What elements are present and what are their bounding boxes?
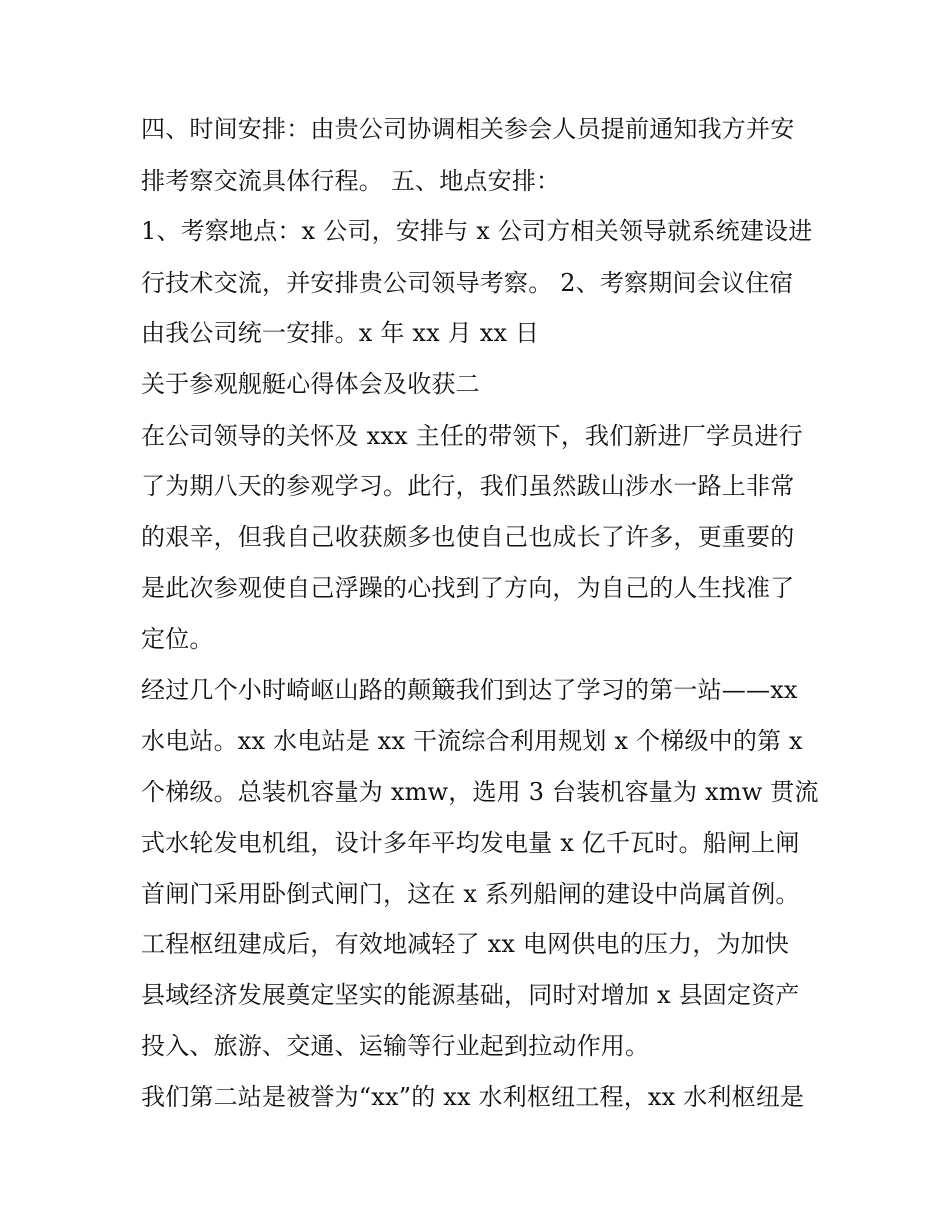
- text-line: 行技术交流，并安排贵公司领导考察。 2、考察期间会议住宿: [141, 269, 794, 297]
- text-line: 是此次参观使自己浮躁的心找到了方向，为自己的人生找准了: [141, 574, 795, 602]
- text-line: 水电站。xx 水电站是 xx 干流综合利用规划 x 个梯级中的第 x: [141, 727, 803, 755]
- text-line: 排考察交流具体行程。 五、地点安排：: [141, 167, 561, 195]
- text-line: 式水轮发电机组，设计多年平均发电量 x 亿千瓦时。船闸上闸: [141, 829, 800, 857]
- text-line: 四、时间安排：由贵公司协调相关参会人员提前通知我方并安: [141, 115, 795, 143]
- text-line: 了为期八天的参观学习。此行，我们虽然跋山涉水一路上非常: [141, 472, 795, 500]
- text-line: 定位。: [141, 625, 214, 653]
- text-line: 在公司领导的关怀及 xxx 主任的带领下，我们新进厂学员进行: [141, 422, 803, 450]
- text-line: 投入、旅游、交通、运输等行业起到拉动作用。: [141, 1032, 650, 1060]
- text-line: 由我公司统一安排。x 年 xx 月 xx 日: [141, 319, 540, 347]
- text-line: 首闸门采用卧倒式闸门，这在 x 系列船闸的建设中尚属首例。: [141, 880, 800, 908]
- text-line: 县域经济发展奠定坚实的能源基础，同时对增加 x 县固定资产: [141, 981, 800, 1009]
- section-heading: 关于参观舰艇心得体会及收获二: [141, 370, 480, 398]
- text-line: 个梯级。总装机容量为 xmw，选用 3 台装机容量为 xmw 贯流: [141, 778, 819, 806]
- text-line: 的艰辛，但我自己收获颇多也使自己也成长了许多，更重要的: [141, 523, 795, 551]
- text-line: 1、考察地点：x 公司，安排与 x 公司方相关领导就系统建设进: [141, 217, 813, 245]
- text-line: 工程枢纽建成后，有效地减轻了 xx 电网供电的压力，为加快: [141, 930, 790, 958]
- text-line: 我们第二站是被誉为“xx”的 xx 水利枢纽工程，xx 水利枢纽是: [141, 1083, 805, 1111]
- text-line: 经过几个小时崎岖山路的颠簸我们到达了学习的第一站——xx: [141, 676, 798, 704]
